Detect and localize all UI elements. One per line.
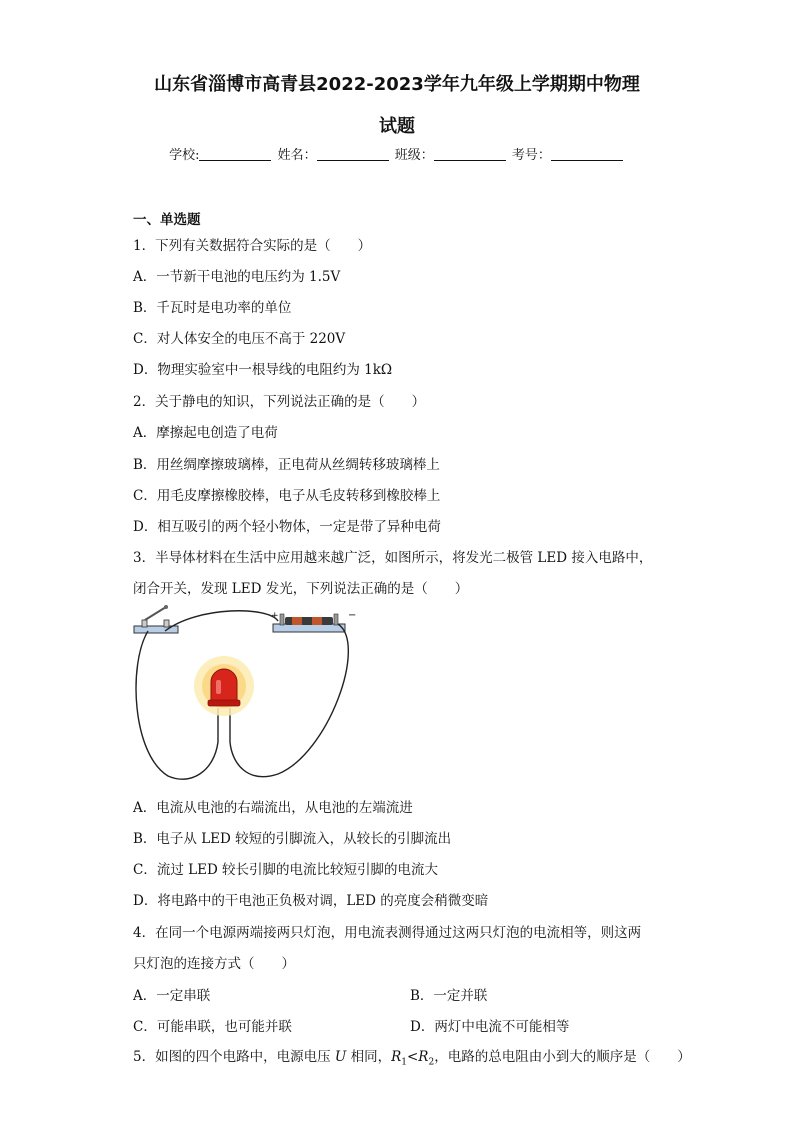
school-blank[interactable] bbox=[199, 148, 271, 161]
q5-stem bbox=[133, 1045, 691, 1068]
q3-stem-line1: 3．半导体材料在生活中应用越来越广泛，如图所示，将发光二极管 LED 接入电路中， bbox=[133, 550, 653, 566]
q3-option-b[interactable]: B．电子从 LED 较短的引脚流入，从较长的引脚流出 bbox=[133, 831, 452, 847]
q4-option-b[interactable]: B．一定并联 bbox=[410, 988, 488, 1004]
switch-icon bbox=[134, 605, 178, 633]
q5-voltage-symbol: U bbox=[334, 1049, 347, 1065]
q3-stem-line2: 闭合开关，发现 LED 发光，下列说法正确的是（ ） bbox=[133, 581, 469, 597]
exam-number-label: 考号： bbox=[511, 148, 551, 163]
led-circuit-figure bbox=[128, 604, 368, 784]
school-label: 学校: bbox=[169, 148, 200, 163]
q2-option-a[interactable]: A．摩擦起电创造了电荷 bbox=[133, 425, 278, 441]
q1-option-d[interactable]: D．物理实验室中一根导线的电阻约为 1kΩ bbox=[133, 362, 393, 378]
student-info-row bbox=[0, 144, 794, 163]
q1-option-b[interactable]: B．千瓦时是电功率的单位 bbox=[133, 300, 292, 316]
exam-title-line2: 试题 bbox=[379, 116, 415, 137]
q5-r1-symbol: R bbox=[391, 1049, 402, 1065]
led-icon bbox=[194, 656, 254, 716]
q1-stem: 1．下列有关数据符合实际的是（ ） bbox=[133, 238, 372, 254]
name-label: 姓名： bbox=[277, 148, 317, 163]
exam-number-blank[interactable] bbox=[551, 148, 623, 161]
class-blank[interactable] bbox=[434, 148, 506, 161]
class-label: 班级： bbox=[394, 148, 434, 163]
exam-title-line1: 山东省淄博市高青县2022-2023学年九年级上学期期中物理 bbox=[154, 74, 640, 95]
q5-less-than: < bbox=[406, 1049, 419, 1065]
q2-option-b[interactable]: B．用丝绸摩擦玻璃棒，正电荷从丝绸转移玻璃棒上 bbox=[133, 457, 440, 473]
q5-stem-part2: 相同， bbox=[346, 1049, 392, 1065]
battery-positive-label: + bbox=[271, 611, 279, 621]
q5-stem-part1: 5．如图的四个电路中，电源电压 bbox=[133, 1049, 335, 1065]
battery-negative-label: − bbox=[348, 610, 357, 621]
q3-option-a[interactable]: A．电流从电池的右端流出，从电池的左端流进 bbox=[133, 800, 413, 816]
name-blank[interactable] bbox=[317, 148, 389, 161]
q2-option-c[interactable]: C．用毛皮摩擦橡胶棒，电子从毛皮转移到橡胶棒上 bbox=[133, 488, 441, 504]
section-heading-single-choice: 一、单选题 bbox=[133, 212, 201, 228]
q4-stem-line1: 4．在同一个电源两端接两只灯泡，用电流表测得通过这两只灯泡的电流相等，则这两 bbox=[133, 925, 642, 941]
q4-option-d[interactable]: D．两灯中电流不可能相等 bbox=[410, 1019, 570, 1035]
q4-stem-line2: 只灯泡的连接方式（ ） bbox=[133, 956, 295, 972]
q4-option-a[interactable]: A．一定串联 bbox=[133, 988, 211, 1004]
q1-option-c[interactable]: C．对人体安全的电压不高于 220V bbox=[133, 331, 346, 347]
q3-option-d[interactable]: D．将电路中的干电池正负极对调，LED 的亮度会稍微变暗 bbox=[133, 893, 489, 909]
q5-stem-part3: ，电路的总电阻由小到大的顺序是（ ） bbox=[434, 1049, 691, 1065]
q5-r2-subscript: 2 bbox=[428, 1057, 435, 1068]
q3-option-c[interactable]: C．流过 LED 较长引脚的电流比较短引脚的电流大 bbox=[133, 862, 439, 878]
q4-option-c[interactable]: C．可能串联，也可能并联 bbox=[133, 1019, 292, 1035]
q1-option-a[interactable]: A．一节新干电池的电压约为 1.5V bbox=[133, 269, 341, 285]
q2-stem: 2．关于静电的知识，下列说法正确的是（ ） bbox=[133, 394, 426, 410]
q2-option-d[interactable]: D．相互吸引的两个轻小物体，一定是带了异种电荷 bbox=[133, 519, 441, 535]
q5-r2-symbol: R bbox=[418, 1049, 429, 1065]
q5-r1-subscript: 1 bbox=[401, 1057, 407, 1068]
